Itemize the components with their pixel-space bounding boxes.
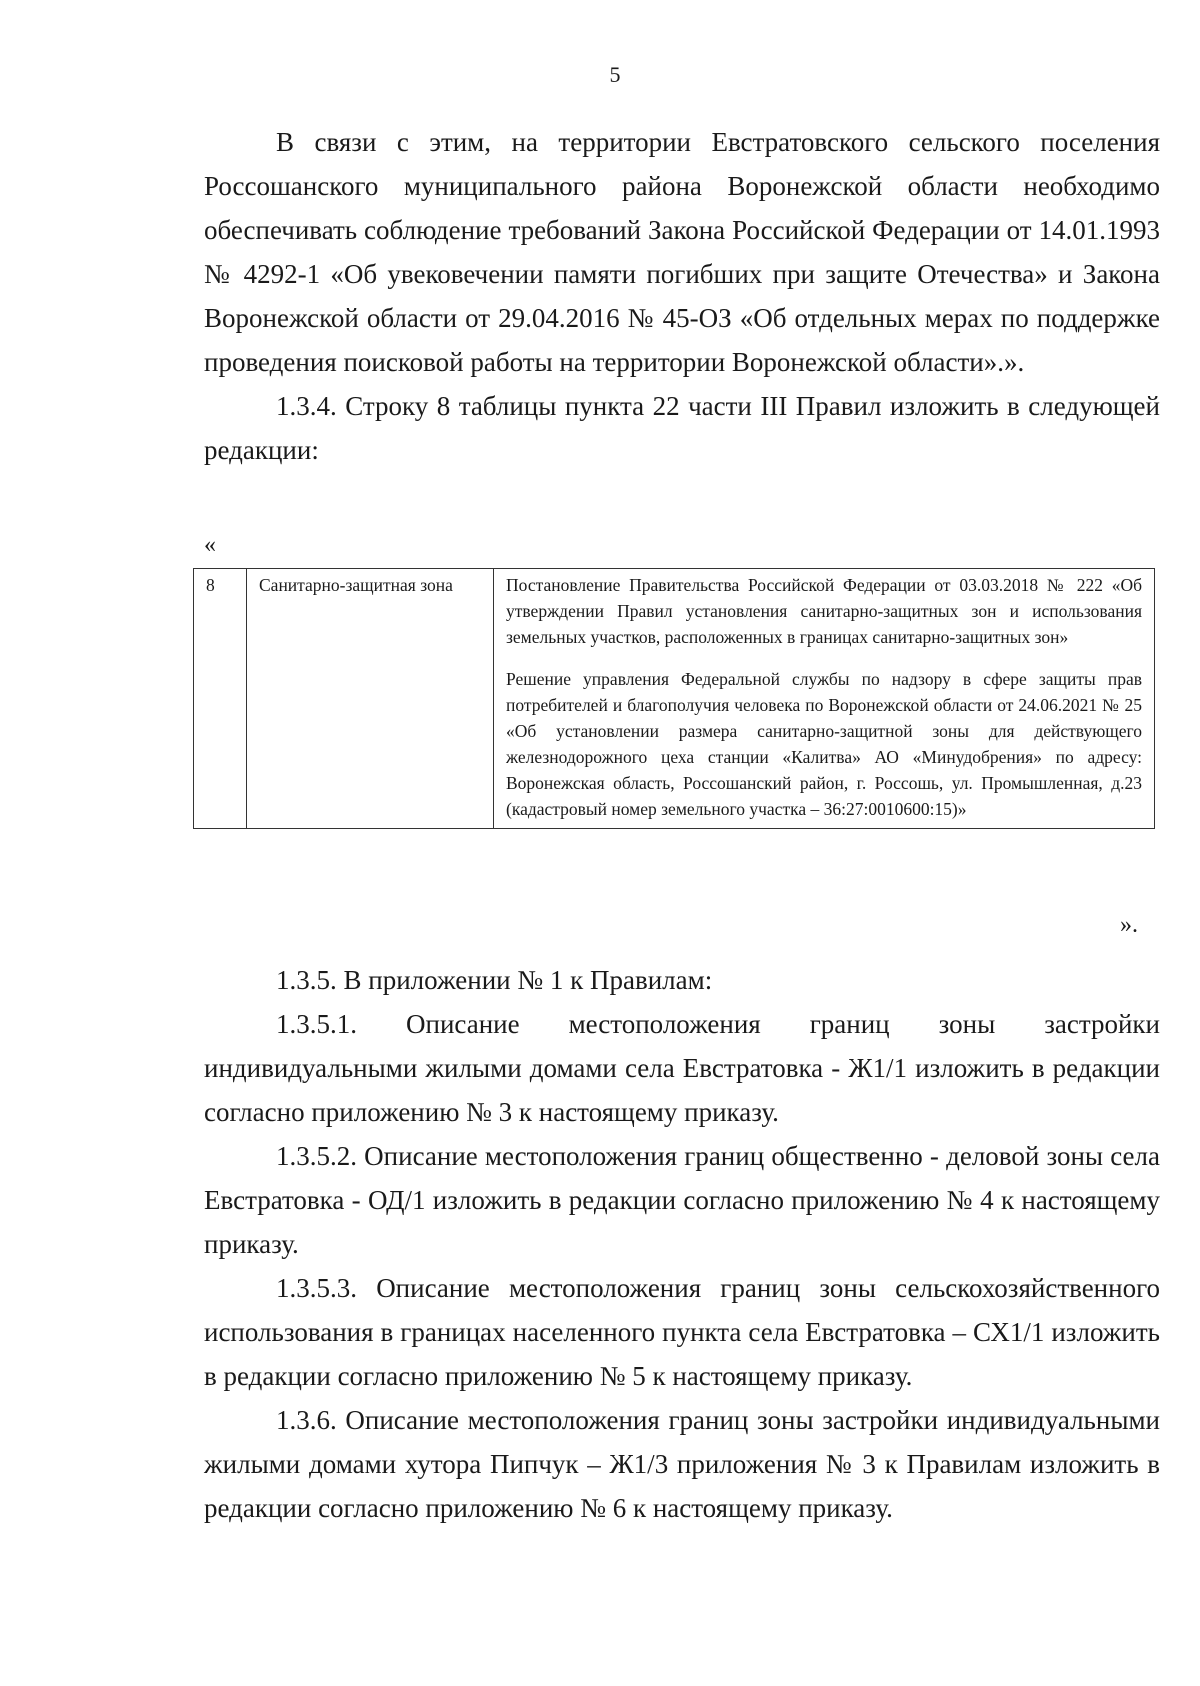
paragraph-1-3-5-3: 1.3.5.3. Описание местоположения границ зоны сельскохозяйственного использования в границах населенного пункта села Евстратовка – СХ1/1 изложить в редакции согласно приложению № 5 к настоящему приказу. [204,1273,1160,1391]
page-number: 5 [609,62,621,87]
basis-item-decision: Решение управления Федеральной службы по надзору в сфере защиты прав потребителей и благополучия человека по Воронежской области от 24.06.2021 № 25 «Об установлении размера санитарно-защитной зоны для действующего железнодорожного цеха станции «Калитва» АО «Минудобрения» по адресу: Воронежская область, Россошанский район, г. Россошь, ул. Промышленная, д.23 (кадастровый номер земельного участка – 36:27:0010600:15)» [506,669,1142,819]
paragraph-1-3-5: 1.3.5. В приложении № 1 к Правилам: [276,965,713,995]
paragraph-1-3-4: 1.3.4. Строку 8 таблицы пункта 22 части III Правил изложить в следующей редакции: [204,391,1160,465]
paragraph-1-3-6: 1.3.6. Описание местоположения границ зоны застройки индивидуальными жилыми домами хутора Пипчук – Ж1/3 приложения № 3 к Правилам изложить в редакции согласно приложению № 6 к настоящему приказу. [204,1405,1160,1523]
bottom-text-block [204,958,1160,1530]
paragraph-1-3-5-2: 1.3.5.2. Описание местоположения границ общественно - деловой зоны села Евстратовка - ОД/1 изложить в редакции согласно приложению № 4 к настоящему приказу. [204,1141,1160,1259]
top-text-block [204,120,1160,472]
paragraph-intro: В связи с этим, на территории Евстратовского сельского поселения Россошанского муниципального района Воронежской области необходимо обеспечивать соблюдение требований Закона Российской Федерации от 14.01.1993 № 4292-1 «Об увековечении памяти погибших при защите Отечества» и Закона Воронежской области от 29.04.2016 № 45-ОЗ «Об отдельных мерах по поддержке проведения поисковой работы на территории Воронежской области».». [204,127,1160,377]
legal-basis-cell [494,569,1155,829]
paragraph-1-3-5-1: 1.3.5.1. Описание местоположения границ зоны застройки индивидуальными жилыми домами села Евстратовка - Ж1/1 изложить в редакции согласно приложению № 3 к настоящему приказу. [204,1009,1160,1127]
row-number-cell: 8 [194,569,247,829]
basis-item-decree: Постановление Правительства Российской Федерации от 03.03.2018 № 222 «Об утверждении Правил установления санитарно-защитных зон и использования земельных участков, расположенных в границах санитарно-защитных зон» [506,575,1142,647]
quote-close: ». [1120,912,1138,938]
quote-open: « [204,532,216,558]
zone-name-cell: Санитарно-защитная зона [247,569,494,829]
amendment-table [193,568,1155,829]
table-row [194,569,1155,829]
